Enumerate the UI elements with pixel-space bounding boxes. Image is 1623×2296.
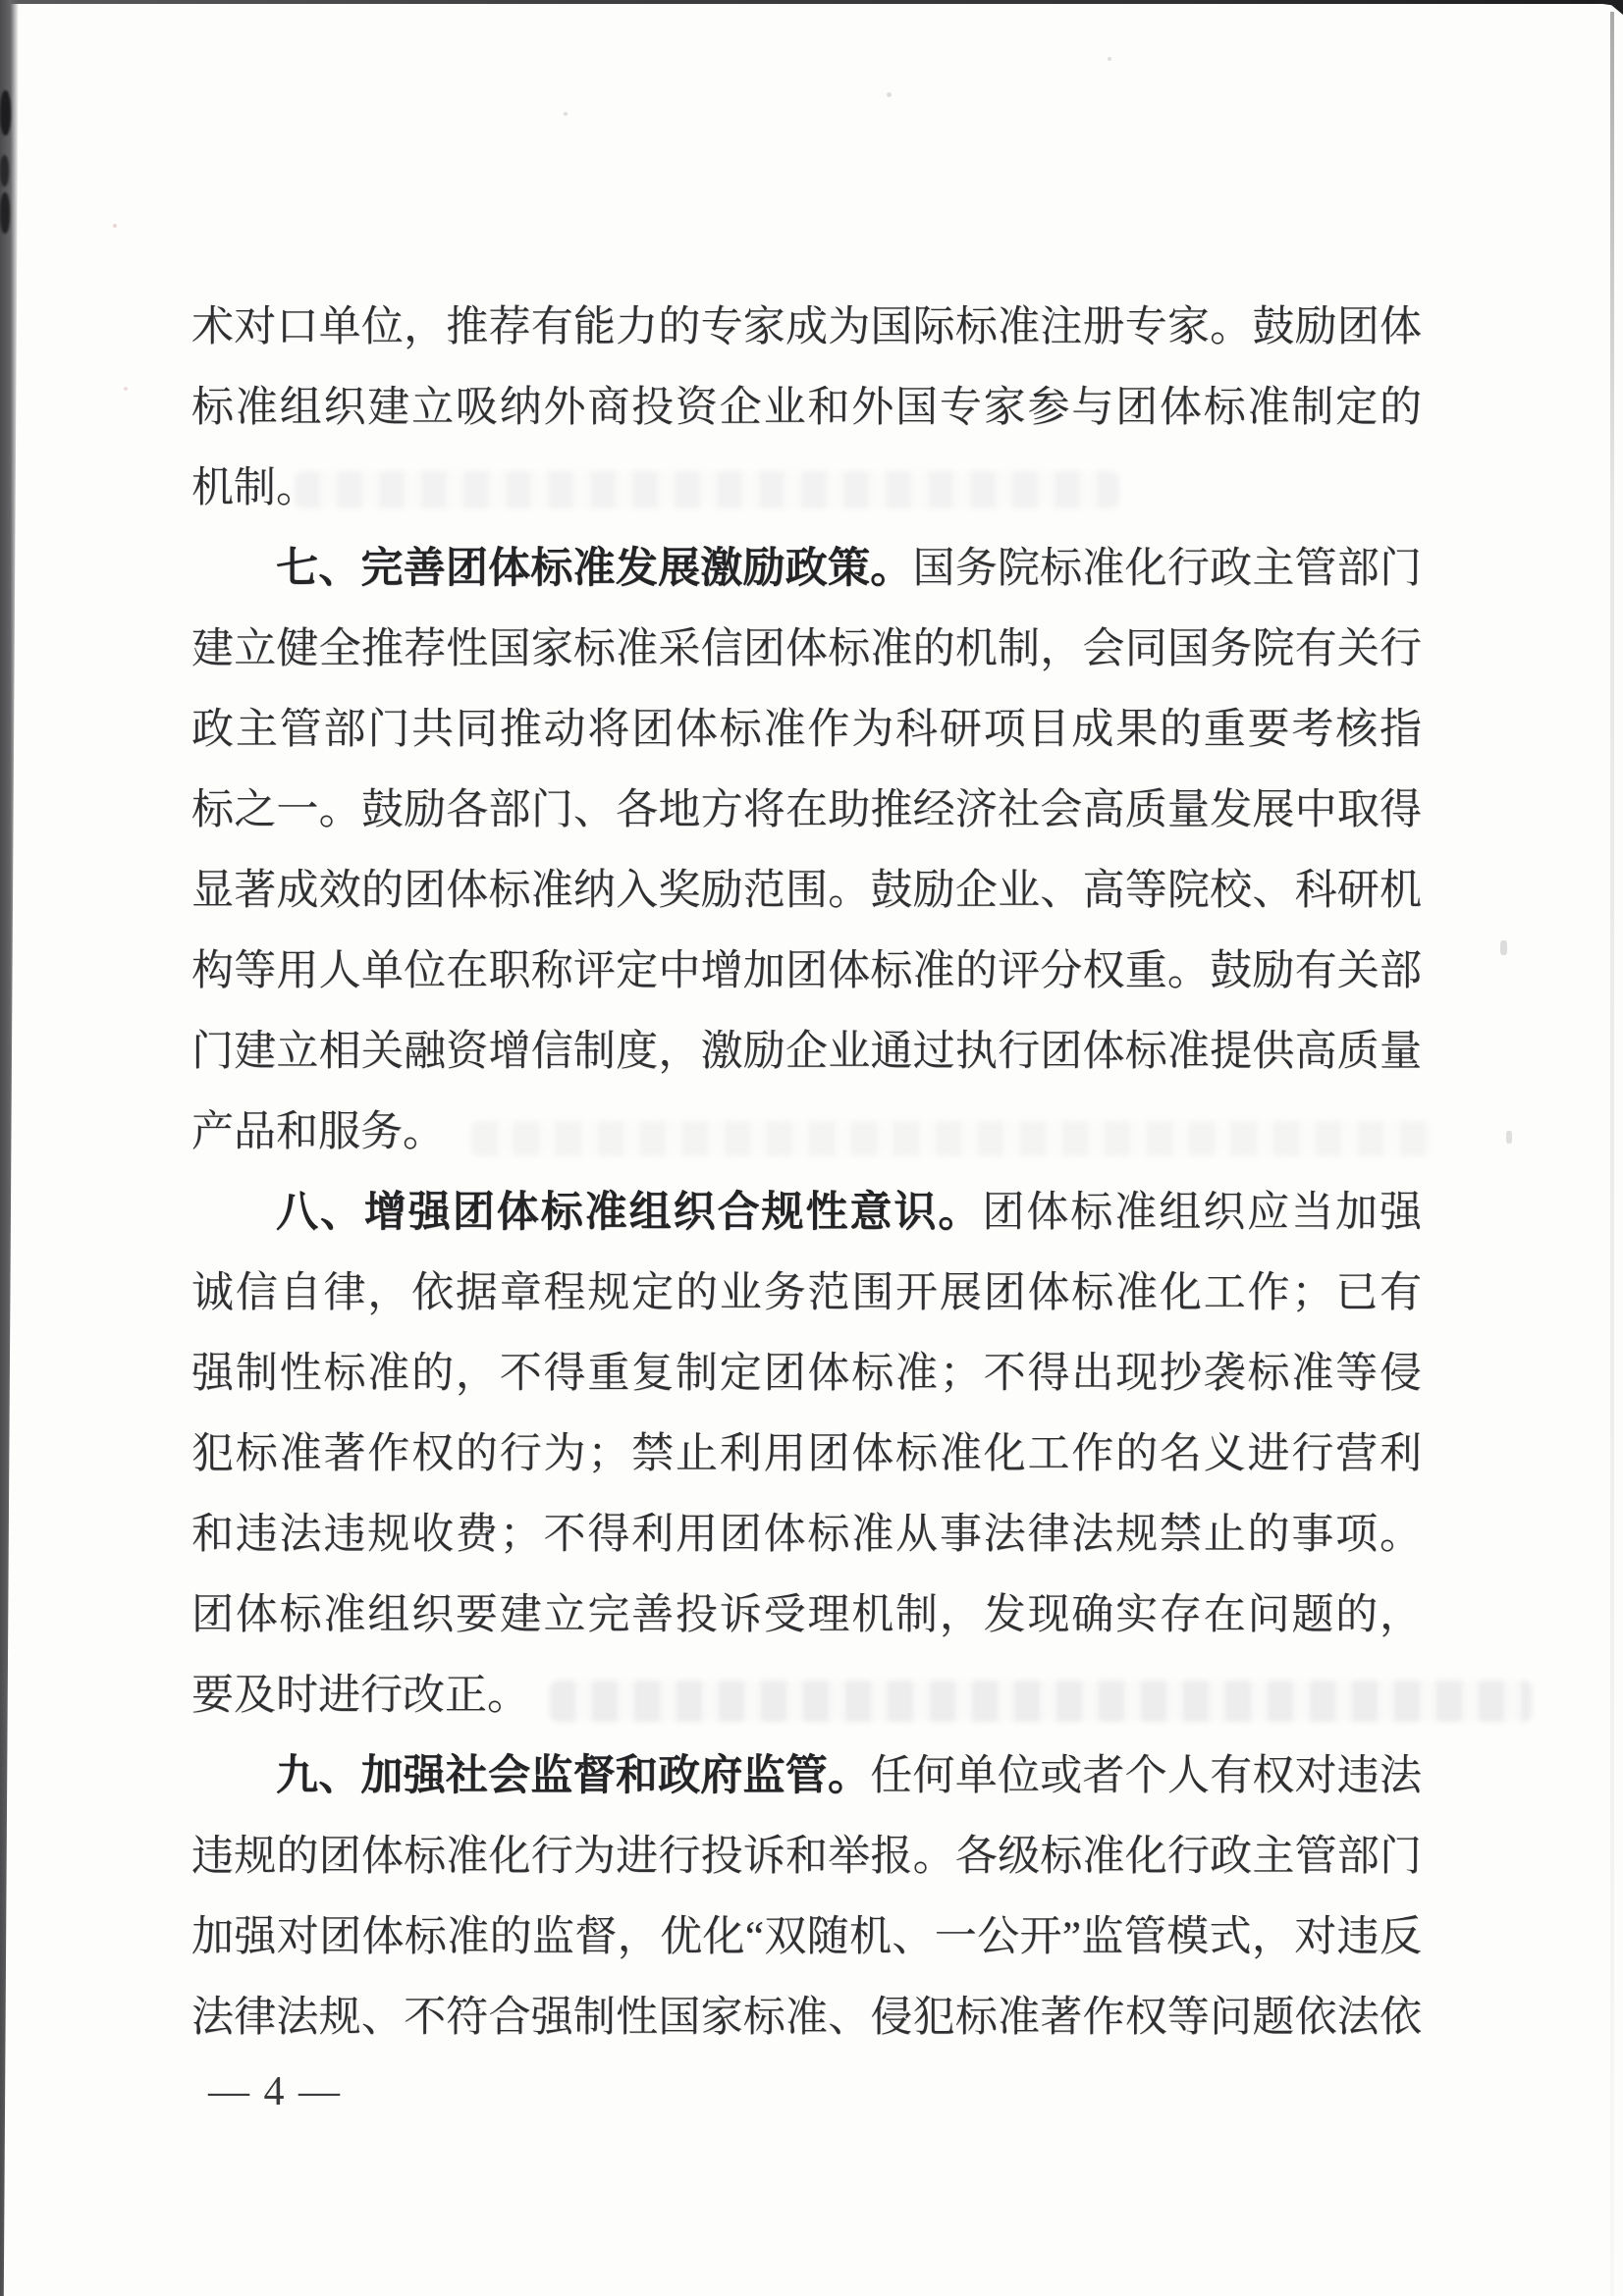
body-text: 构等用人单位在职称评定中增加团体标准的评分权重。鼓励有关部	[191, 948, 1422, 994]
text-line	[191, 449, 1422, 529]
body-text: 门建立相关融资增信制度，激励企业通过执行团体标准提供高质量	[191, 1029, 1422, 1075]
scan-edge-top-artifact	[0, 0, 1623, 4]
body-text: 机制。	[191, 465, 318, 511]
section-heading: 九、加强社会监督和政府监管。	[276, 1753, 871, 1799]
body-text: 显著成效的团体标准纳入奖励范围。鼓励企业、高等院校、科研机	[191, 868, 1422, 914]
body-text: 标之一。鼓励各部门、各地方将在助推经济社会高质量发展中取得	[191, 787, 1422, 833]
body-text: 产品和服务。	[191, 1109, 445, 1155]
body-text: 要及时进行改正。	[191, 1673, 529, 1719]
body-text: 国务院标准化行政主管部门	[912, 546, 1423, 592]
text-line	[191, 1334, 1422, 1415]
body-text: 犯标准著作权的行为；禁止利用团体标准化工作的名义进行营利	[191, 1431, 1422, 1477]
scan-speck-artifact	[1506, 1131, 1512, 1144]
text-line	[191, 1093, 1422, 1173]
text-line	[191, 1736, 1422, 1817]
text-line	[191, 851, 1422, 932]
body-text: 诚信自律，依据章程规定的业务范围开展团体标准化工作；已有	[191, 1270, 1422, 1316]
scan-blob-artifact	[0, 90, 11, 135]
body-text: 强制性标准的，不得重复制定团体标准；不得出现抄袭标准等侵	[191, 1351, 1422, 1397]
text-line	[191, 1575, 1422, 1656]
section-heading: 七、完善团体标准发展激励政策。	[276, 546, 913, 592]
body-text: 法律法规、不符合强制性国家标准、侵犯标准著作权等问题依法依	[191, 1995, 1422, 2041]
page-number: — 4 —	[208, 2069, 342, 2114]
text-line	[191, 529, 1422, 610]
text-line	[191, 1173, 1422, 1254]
body-text: 建立健全推荐性国家标准采信团体标准的机制，会同国务院有关行	[191, 626, 1422, 672]
text-line	[191, 932, 1422, 1012]
section-heading: 八、增强团体标准组织合规性意识。	[276, 1190, 983, 1236]
scan-speck-artifact	[564, 112, 568, 116]
scan-blob-artifact	[0, 155, 9, 187]
text-line	[191, 368, 1422, 449]
scan-blob-artifact	[0, 192, 10, 234]
body-text: 和违法违规收费；不得利用团体标准从事法律法规禁止的事项。	[191, 1512, 1422, 1558]
body-text: 违规的团体标准化行为进行投诉和举报。各级标准化行政主管部门	[191, 1834, 1422, 1880]
text-line	[191, 1656, 1422, 1736]
body-text: 政主管部门共同推动将团体标准作为科研项目成果的重要考核指	[191, 707, 1422, 753]
text-line	[191, 610, 1422, 690]
text-line	[191, 288, 1422, 368]
text-line	[191, 1415, 1422, 1495]
scan-speck-artifact	[113, 224, 117, 228]
text-line	[191, 1897, 1422, 1978]
scan-speck-artifact	[887, 92, 892, 97]
scan-edge-right-shadow	[1610, 12, 1614, 2296]
text-line	[191, 1495, 1422, 1575]
body-text: 术对口单位，推荐有能力的专家成为国际标准注册专家。鼓励团体	[191, 304, 1422, 350]
scan-speck-artifact	[1500, 940, 1507, 955]
text-line	[191, 1978, 1422, 2058]
body-text: 任何单位或者个人有权对违法	[870, 1753, 1423, 1799]
text-line	[191, 771, 1422, 851]
text-line	[191, 1012, 1422, 1093]
text-line	[191, 690, 1422, 771]
document-text-block	[191, 288, 1422, 2058]
scan-edge-left-artifact	[0, 0, 19, 2296]
text-line	[191, 1254, 1422, 1334]
body-text: 加强对团体标准的监督，优化“双随机、一公开”监管模式，对违反	[191, 1914, 1422, 1960]
scan-speck-artifact	[124, 387, 128, 391]
scan-speck-artifact	[1108, 57, 1111, 61]
body-text: 团体标准组织应当加强	[982, 1190, 1423, 1236]
body-text: 团体标准组织要建立完善投诉受理机制，发现确实存在问题的，	[191, 1592, 1422, 1638]
text-line	[191, 1817, 1422, 1897]
body-text: 标准组织建立吸纳外商投资企业和外国专家参与团体标准制定的	[191, 385, 1422, 431]
